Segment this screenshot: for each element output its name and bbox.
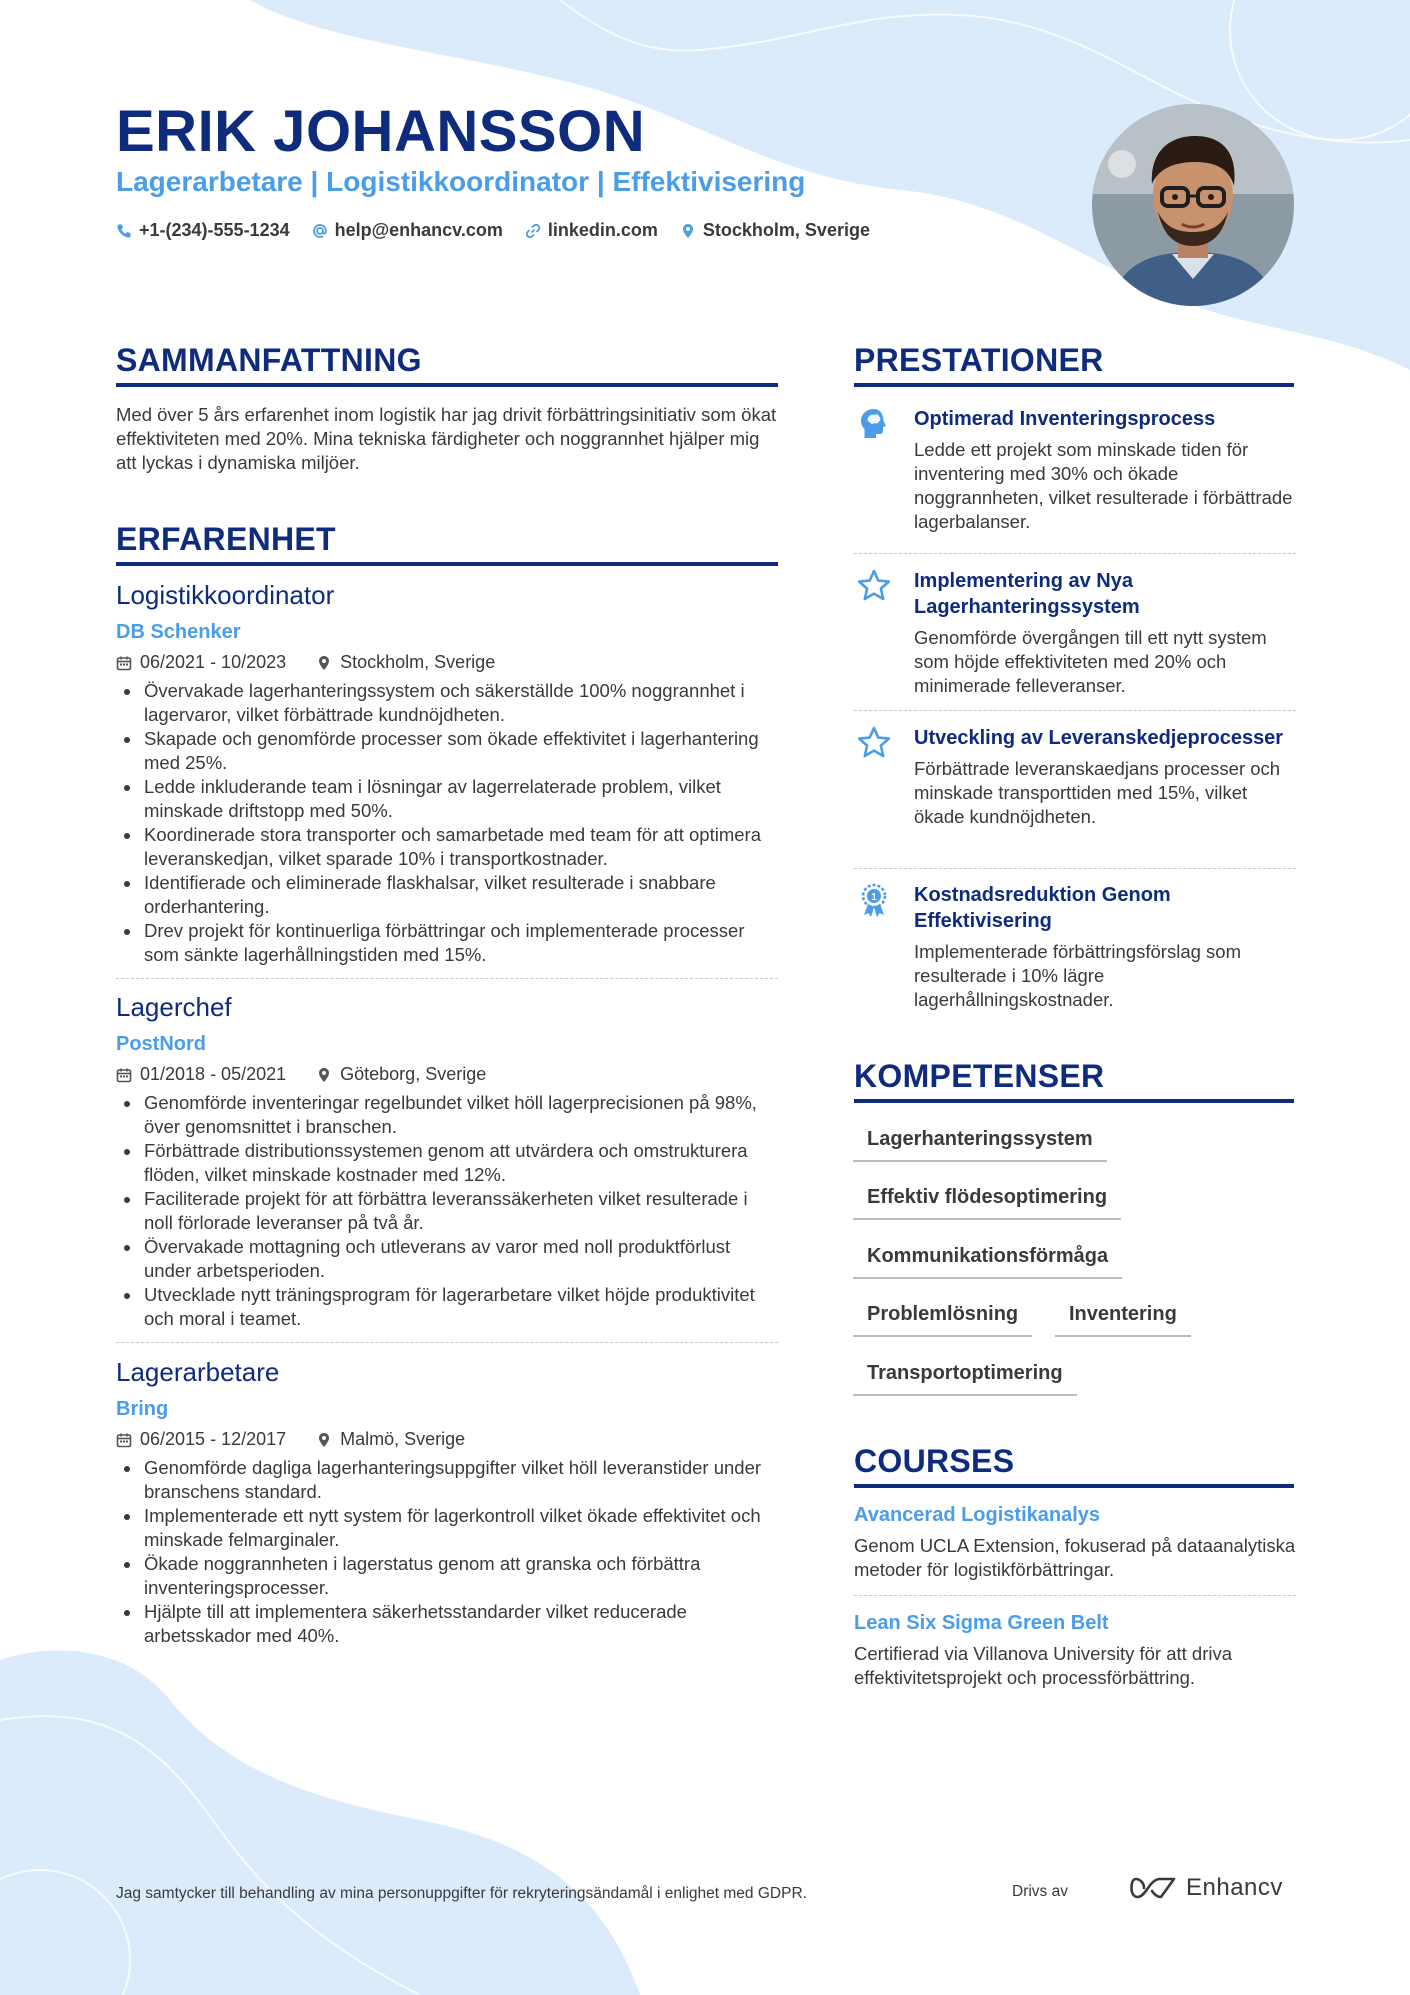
contact-linkedin[interactable] bbox=[525, 220, 658, 241]
job-title: Lagerchef bbox=[116, 992, 232, 1022]
star-icon bbox=[856, 568, 892, 604]
job-title: Lagerarbetare bbox=[116, 1357, 280, 1387]
location-pin-icon bbox=[316, 1067, 332, 1083]
contact-email[interactable] bbox=[312, 220, 503, 241]
job-bullet: Identifierade och eliminerade flaskhalsar, vilket resulterade i snabbare orderhantering. bbox=[116, 871, 778, 919]
job-bullet: Faciliterade projekt för att förbättra leveranssäkerheten vilket resulterade i noll förlorade leveranser på två år. bbox=[116, 1187, 778, 1235]
profile-photo bbox=[1092, 104, 1294, 306]
skill-tag: Problemlösning bbox=[853, 1303, 1032, 1337]
contact-location bbox=[680, 220, 870, 241]
job-title: Logistikkoordinator bbox=[116, 580, 335, 610]
candidate-name: ERIK JOHANSSON bbox=[116, 99, 646, 164]
skill-tag: Effektiv flödesoptimering bbox=[853, 1186, 1121, 1220]
job-company: PostNord bbox=[116, 1033, 206, 1055]
achievement-title: Optimerad Inventeringsprocess bbox=[914, 408, 1216, 430]
location-pin-icon bbox=[680, 223, 696, 239]
achievement-item bbox=[854, 725, 1296, 829]
skill-tag: Inventering bbox=[1055, 1303, 1191, 1337]
linkedin-text: linkedin.com bbox=[547, 220, 658, 240]
achievement-item bbox=[854, 882, 1296, 1012]
job-bullet: Skapade och genomförde processer som ökade effektivitet i lagerhantering med 25%. bbox=[116, 727, 778, 775]
achievement-title: Utveckling av Leveranskedjeprocesser bbox=[914, 727, 1284, 749]
award-ribbon-icon bbox=[856, 882, 892, 918]
job-company: Bring bbox=[116, 1398, 169, 1420]
enhancv-wordmark: Enhancv bbox=[1186, 1874, 1283, 1901]
job-location: Malmö, Sverige bbox=[340, 1429, 466, 1449]
experience-item bbox=[116, 1357, 778, 1648]
email-text: help@enhancv.com bbox=[334, 220, 503, 240]
skills-heading: KOMPETENSER bbox=[854, 1058, 1294, 1103]
job-dates: 06/2015 - 12/2017 bbox=[140, 1429, 287, 1449]
job-bullet: Drev projekt för kontinuerliga förbättringar och implementerade processer som sänkte lagerhållningstiden med 15%. bbox=[116, 919, 778, 967]
job-bullet: Koordinerade stora transporter och samarbetade med team för att optimera leveranskedjan, vilket sparade 10% i transportkostnader. bbox=[116, 823, 778, 871]
skill-tag: Transportoptimering bbox=[853, 1362, 1077, 1396]
achievement-desc: Förbättrade leveranskaedjans processer och minskade transporttiden med 15%, vilket ökade kundnöjdheten. bbox=[914, 758, 1281, 827]
summary-text: Med över 5 års erfarenhet inom logistik har jag drivit förbättringsinitiativ som ökat effektiviteten med 20%. Mina tekniska färdigheter och noggrannhet hjälper mig att lyckas i dynamiska miljöer. bbox=[116, 404, 777, 473]
calendar-icon bbox=[116, 1067, 132, 1083]
achievement-item bbox=[854, 406, 1296, 534]
job-bullet: Ökade noggrannheten i lagerstatus genom att granska och förbättra inventeringsprocesser. bbox=[116, 1552, 778, 1600]
divider bbox=[854, 868, 1296, 869]
job-dates: 06/2021 - 10/2023 bbox=[140, 652, 287, 672]
course-title: Lean Six Sigma Green Belt bbox=[854, 1612, 1109, 1634]
skill-tag: Lagerhanteringssystem bbox=[853, 1128, 1107, 1162]
powered-by-label: Drivs av bbox=[1012, 1883, 1068, 1900]
achievement-item bbox=[854, 568, 1296, 698]
achievement-desc: Implementerade förbättringsförslag som resulterade i 10% lägre lagerhållningskostnader. bbox=[914, 941, 1241, 1010]
achievement-title: Implementering av Nya Lagerhanteringssystem bbox=[914, 570, 1140, 618]
job-bullets bbox=[116, 1456, 778, 1648]
experience-heading: ERFARENHET bbox=[116, 521, 778, 566]
calendar-icon bbox=[116, 1432, 132, 1448]
job-bullet: Förbättrade distributionssystemen genom att utvärdera och omstrukturera flöden, vilket minskade kostnader med 12%. bbox=[116, 1139, 778, 1187]
job-bullet: Övervakade lagerhanteringssystem och säkerställde 100% noggrannhet i lagervaror, vilket förbättrade kundnöjdheten. bbox=[116, 679, 778, 727]
divider bbox=[854, 710, 1296, 711]
achievement-desc: Genomförde övergången till ett nytt system som höjde effektiviteten med 20% och minimerade felleveranser. bbox=[914, 627, 1267, 696]
divider bbox=[854, 553, 1296, 554]
job-location: Göteborg, Sverige bbox=[340, 1064, 487, 1084]
location-pin-icon bbox=[316, 655, 332, 671]
location-text: Stockholm, Sverige bbox=[702, 220, 870, 240]
enhancv-logo-icon bbox=[1130, 1875, 1176, 1901]
svg-text:1: 1 bbox=[871, 892, 877, 903]
job-meta bbox=[116, 1064, 778, 1085]
summary-heading: SAMMANFATTNING bbox=[116, 342, 778, 387]
divider bbox=[116, 1342, 778, 1343]
contact-bar bbox=[116, 220, 870, 241]
phone-icon bbox=[116, 223, 132, 239]
job-company: DB Schenker bbox=[116, 621, 241, 643]
enhancv-logo[interactable] bbox=[1130, 1874, 1283, 1902]
star-icon bbox=[856, 725, 892, 761]
calendar-icon bbox=[116, 655, 132, 671]
job-bullets bbox=[116, 679, 778, 967]
course-desc: Certifierad via Villanova University för att driva effektivitetsprojekt och processförbättring. bbox=[854, 1643, 1233, 1688]
achievements-heading: PRESTATIONER bbox=[854, 342, 1294, 387]
experience-item bbox=[116, 992, 778, 1331]
job-bullet: Implementerade ett nytt system för lagerkontroll vilket ökade effektivitet och minskade felmarginaler. bbox=[116, 1504, 778, 1552]
phone-text: +1-(234)-555-1234 bbox=[139, 220, 290, 240]
gdpr-consent-text: Jag samtycker till behandling av mina personuppgifter för rekryteringsändamål i enlighet med GDPR. bbox=[116, 1885, 807, 1902]
courses-heading: COURSES bbox=[854, 1443, 1294, 1488]
contact-phone[interactable] bbox=[116, 220, 290, 241]
achievement-desc: Ledde ett projekt som minskade tiden för inventering med 30% och ökade noggrannheten, vilket resulterade i förbättrade lagerbalanser. bbox=[914, 439, 1293, 532]
link-icon bbox=[525, 223, 541, 239]
location-pin-icon bbox=[316, 1432, 332, 1448]
candidate-headline: Lagerarbetare | Logistikkoordinator | Effektivisering bbox=[116, 166, 806, 197]
skill-tag: Kommunikationsförmåga bbox=[853, 1245, 1122, 1279]
job-meta bbox=[116, 1429, 778, 1450]
job-bullet: Hjälpte till att implementera säkerhetsstandarder vilket reducerade arbetsskador med 40%. bbox=[116, 1600, 778, 1648]
job-location: Stockholm, Sverige bbox=[340, 652, 496, 672]
experience-item bbox=[116, 580, 778, 967]
course-title: Avancerad Logistikanalys bbox=[854, 1504, 1101, 1526]
job-bullet: Ledde inkluderande team i lösningar av lagerrelaterade problem, vilket minskade driftstopp med 50%. bbox=[116, 775, 778, 823]
achievement-title: Kostnadsreduktion Genom Effektivisering bbox=[914, 884, 1171, 932]
divider bbox=[854, 1595, 1296, 1596]
brain-head-icon bbox=[856, 406, 892, 442]
job-bullets bbox=[116, 1091, 778, 1331]
job-bullet: Utvecklade nytt träningsprogram för lagerarbetare vilket höjde produktivitet och moral i teamet. bbox=[116, 1283, 778, 1331]
at-icon bbox=[312, 223, 328, 239]
job-bullet: Övervakade mottagning och utleverans av varor med noll produktförlust under arbetsperioden. bbox=[116, 1235, 778, 1283]
job-meta bbox=[116, 652, 778, 673]
job-dates: 01/2018 - 05/2021 bbox=[140, 1064, 287, 1084]
job-bullet: Genomförde inventeringar regelbundet vilket höll lagerprecisionen på 98%, över genomsnittet i branschen. bbox=[116, 1091, 778, 1139]
job-bullet: Genomförde dagliga lagerhanteringsuppgifter vilket höll leveranstider under branschens standard. bbox=[116, 1456, 778, 1504]
divider bbox=[116, 978, 778, 979]
course-desc: Genom UCLA Extension, fokuserad på dataanalytiska metoder för logistikförbättringar. bbox=[854, 1535, 1296, 1580]
